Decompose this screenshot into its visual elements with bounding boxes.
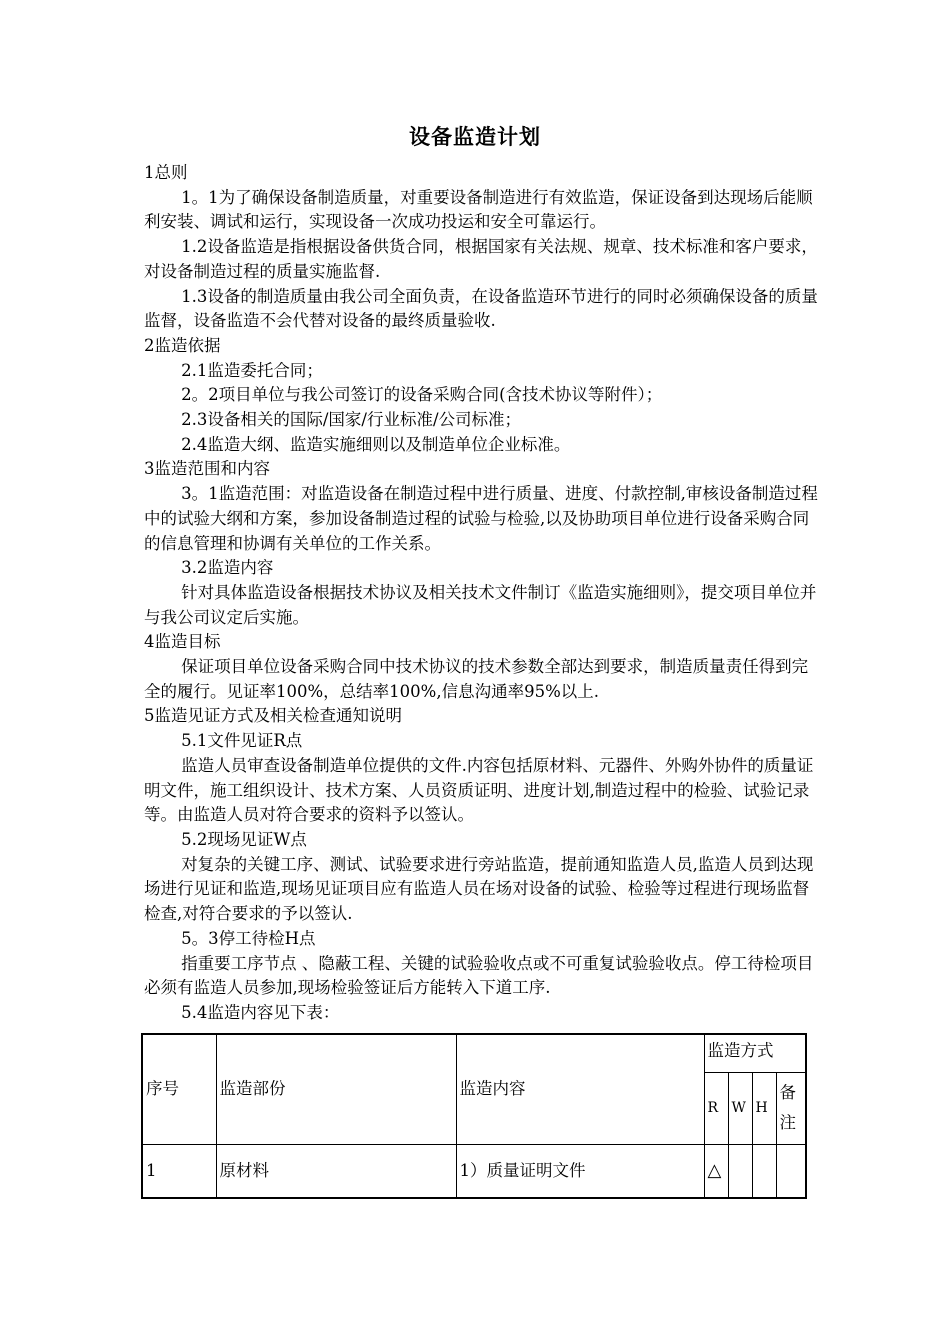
- body-paragraph: 1.2设备监造是指根据设备供货合同，根据国家有关法规、规章、技术标准和客户要求，对设备制造过程的质量实施监督.: [144, 237, 818, 281]
- row-note: [776, 1144, 806, 1198]
- header-r: R: [704, 1072, 728, 1144]
- row-part: 原材料: [216, 1144, 456, 1198]
- body-paragraph: 5.2现场见证W点: [181, 829, 307, 849]
- header-seq: 序号: [142, 1034, 216, 1144]
- body-paragraph: 5.4监造内容见下表：: [181, 1002, 340, 1022]
- body-paragraph: 2.1监造委托合同；: [181, 360, 323, 380]
- header-content: 监造内容: [456, 1034, 704, 1144]
- section-heading: 2监造依据: [144, 335, 221, 355]
- body-paragraph: 2.3设备相关的国际/国家/行业标准/公司标准；: [181, 410, 522, 430]
- body-paragraph: 2.4监造大纲、监造实施细则以及制造单位企业标准。: [181, 434, 571, 454]
- row-r-mark: △: [704, 1144, 728, 1198]
- body-paragraph: 1.3设备的制造质量由我公司全面负责，在设备监造环节进行的同时必须确保设备的质量监督，设备监造不会代替对设备的最终质量验收.: [144, 286, 818, 331]
- section-heading: 3监造范围和内容: [144, 459, 270, 479]
- body-paragraph: 5.1文件见证R点: [181, 731, 303, 751]
- section-heading: 4监造目标: [144, 632, 221, 652]
- body-paragraph: 对复杂的关键工序、测试、试验要求进行旁站监造，提前通知监造人员,监造人员到达现场进行见证和监造,现场见证项目应有监造人员在场对设备的试验、检验等过程进行现场监督检查,对符合要求的予以签认.: [144, 854, 814, 924]
- section-heading: 1总则: [144, 163, 188, 182]
- header-method: 监造方式: [704, 1034, 806, 1072]
- body-paragraph: 针对具体监造设备根据技术协议及相关技术文件制订《监造实施细则》，提交项目单位并与我公司议定后实施。: [144, 582, 817, 627]
- body-paragraph: 保证项目单位设备采购合同中技术协议的技术参数全部达到要求，制造质量责任得到完全的履行。见证率100%，总结率100%,信息沟通率95%以上.: [144, 657, 809, 701]
- body-paragraph: 指重要工序节点 、隐蔽工程、关键的试验验收点或不可重复试验验收点。停工待检项目必须有监造人员参加,现场检验签证后方能转入下道工序.: [144, 953, 814, 998]
- supervision-content-table: [141, 1033, 807, 1199]
- header-note: 备注: [776, 1072, 806, 1144]
- document-title: 设备监造计划: [409, 125, 541, 149]
- document-body: [144, 161, 824, 1026]
- body-paragraph: 监造人员审查设备制造单位提供的文件.内容包括原材料、元器件、外购外协件的质量证明文件，施工组织设计、技术方案、人员资质证明、进度计划,制造过程中的检验、试验记录等。由监造人员对符合要求的资料予以签认。: [144, 755, 814, 825]
- header-part: 监造部份: [216, 1034, 456, 1144]
- header-h: H: [752, 1072, 776, 1144]
- row-content: 1）质量证明文件: [456, 1144, 704, 1198]
- body-paragraph: 2。2项目单位与我公司签订的设备采购合同(含技术协议等附件）；: [181, 385, 663, 405]
- body-paragraph: 3.2监造内容: [181, 558, 274, 578]
- body-paragraph: 5。3停工待检H点: [181, 928, 316, 948]
- body-paragraph: 3。1监造范围：对监造设备在制造过程中进行质量、进度、付款控制,审核设备制造过程中的试验大纲和方案，参加设备制造过程的试验与检验,以及协助项目单位进行设备采购合同的信息管理和协调有关单位的工作关系。: [144, 484, 818, 553]
- header-w: W: [728, 1072, 752, 1144]
- row-seq: 1: [142, 1144, 216, 1198]
- body-paragraph: 1。1为了确保设备制造质量，对重要设备制造进行有效监造，保证设备到达现场后能顺利安装、调试和运行，实现设备一次成功投运和安全可靠运行。: [144, 187, 813, 232]
- section-heading: 5监造见证方式及相关检查通知说明: [144, 706, 402, 726]
- row-w-mark: [728, 1144, 752, 1198]
- row-h-mark: [752, 1144, 776, 1198]
